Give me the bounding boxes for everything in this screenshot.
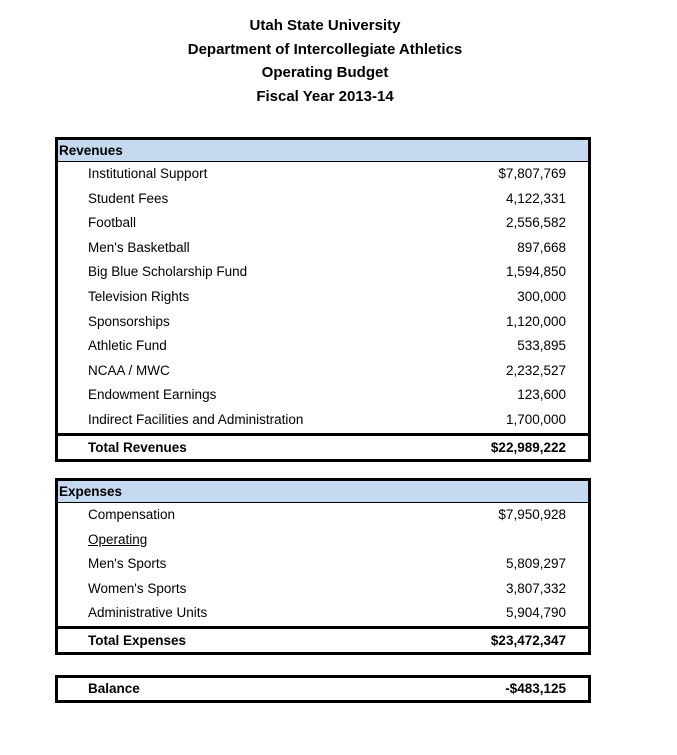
revenue-label: Student Fees <box>88 190 169 206</box>
revenue-value: 2,232,527 <box>505 362 566 378</box>
total-revenues-label: Total Revenues <box>88 439 187 455</box>
expense-row <box>58 601 588 626</box>
revenue-row <box>58 285 588 310</box>
total-expenses-label: Total Expenses <box>88 632 187 648</box>
balance-label: Balance <box>88 681 140 696</box>
expense-label: Men's Sports <box>88 556 167 572</box>
revenue-label: Athletic Fund <box>88 338 167 354</box>
revenue-label: Big Blue Scholarship Fund <box>88 264 248 280</box>
expense-value: $7,950,928 <box>498 507 566 522</box>
title-department: Department of Intercollegiate Athletics <box>187 40 463 58</box>
revenue-row <box>58 359 588 384</box>
title-institution: Utah State University <box>249 17 401 34</box>
total-expenses-row <box>58 626 588 652</box>
revenue-value: 2,556,582 <box>505 215 566 231</box>
balance-value: -$483,125 <box>505 681 566 696</box>
total-expenses-value: $23,472,347 <box>490 632 566 648</box>
revenue-value: $7,807,769 <box>498 166 566 181</box>
revenue-row <box>58 260 588 285</box>
expense-value: 3,807,332 <box>505 580 566 596</box>
expense-label: Compensation <box>88 507 176 522</box>
revenue-label: Indirect Facilities and Administration <box>88 411 304 427</box>
revenue-value: 1,120,000 <box>505 313 566 329</box>
revenue-value: 4,122,331 <box>505 190 566 206</box>
expense-subheading-row <box>58 528 588 553</box>
revenue-label: Football <box>88 215 137 231</box>
revenues-header: Revenues <box>58 140 588 162</box>
revenue-value: 1,700,000 <box>505 411 566 427</box>
revenue-row <box>58 236 588 261</box>
revenue-label: NCAA / MWC <box>88 362 170 378</box>
revenue-label: Endowment Earnings <box>88 387 217 403</box>
revenue-value: 300,000 <box>517 288 566 304</box>
revenue-value: 1,594,850 <box>505 264 566 280</box>
revenues-section <box>55 137 591 462</box>
title-report-name: Operating Budget <box>261 64 389 81</box>
revenue-row <box>58 187 588 212</box>
balance-row <box>55 675 591 703</box>
operating-subheading: Operating <box>88 531 148 547</box>
revenue-value: 123,600 <box>517 387 566 403</box>
expense-value: 5,904,790 <box>505 605 566 621</box>
document-title <box>0 14 650 108</box>
revenue-label: Institutional Support <box>88 166 208 181</box>
revenue-row <box>58 211 588 236</box>
expense-row <box>58 577 588 602</box>
expense-label: Women's Sports <box>88 580 187 596</box>
revenue-row <box>58 310 588 335</box>
expenses-header: Expenses <box>58 481 588 503</box>
expense-row <box>58 503 588 528</box>
expense-row <box>58 552 588 577</box>
revenue-row <box>58 334 588 359</box>
title-fiscal-year: Fiscal Year 2013-14 <box>256 87 394 105</box>
revenue-value: 533,895 <box>517 338 566 354</box>
revenue-row <box>58 408 588 433</box>
revenue-row <box>58 383 588 408</box>
expenses-section <box>55 478 591 655</box>
revenue-value: 897,668 <box>517 239 566 255</box>
total-revenues-value: $22,989,222 <box>490 439 566 455</box>
revenue-label: Sponsorships <box>88 313 170 329</box>
revenue-label: Men's Basketball <box>88 239 190 255</box>
total-revenues-row <box>58 433 588 459</box>
revenue-row <box>58 162 588 187</box>
expense-label: Administrative Units <box>88 605 208 621</box>
revenue-label: Television Rights <box>88 288 190 304</box>
expense-value: 5,809,297 <box>505 556 566 572</box>
